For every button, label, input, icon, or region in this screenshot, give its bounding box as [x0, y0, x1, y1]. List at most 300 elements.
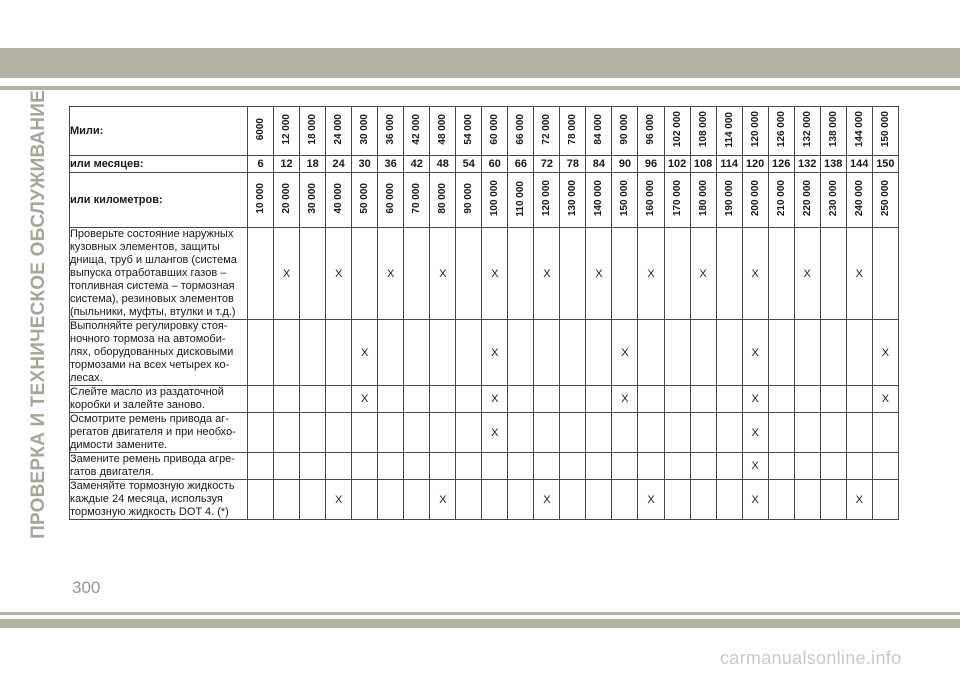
schedule-cell: [352, 413, 378, 453]
schedule-cell: [560, 228, 586, 320]
miles-value: 24 000: [333, 114, 345, 145]
schedule-cell: [638, 386, 664, 413]
months-cell: 144: [846, 156, 872, 173]
months-cell: 114: [716, 156, 742, 173]
miles-cell: [430, 107, 456, 156]
schedule-cell: [248, 453, 274, 480]
km-cell: [716, 173, 742, 228]
task-description: [70, 320, 248, 386]
schedule-cell: X: [846, 480, 872, 520]
task-description-line: система), резиновых элементов: [70, 293, 234, 305]
miles-value: 120 000: [749, 111, 761, 148]
miles-label: Мили:: [70, 107, 248, 156]
km-value: 50 000: [359, 183, 371, 214]
km-value: 60 000: [385, 183, 397, 214]
schedule-cell: [534, 320, 560, 386]
months-cell: 150: [872, 156, 898, 173]
task-description-line: днища, труб и шлангов (система: [70, 254, 237, 266]
km-value: 170 000: [671, 180, 683, 217]
schedule-cell: [378, 480, 404, 520]
footer-rule: [0, 612, 960, 615]
schedule-cell: X: [534, 480, 560, 520]
schedule-cell: [638, 453, 664, 480]
km-value: 90 000: [463, 183, 475, 214]
schedule-cell: [716, 386, 742, 413]
schedule-cell: [300, 480, 326, 520]
schedule-cell: [820, 320, 846, 386]
table-row: [70, 413, 899, 453]
schedule-cell: [690, 453, 716, 480]
schedule-cell: [560, 453, 586, 480]
watermark: carmanualsonline.info: [720, 648, 902, 668]
schedule-cell: [560, 413, 586, 453]
miles-cell: [742, 107, 768, 156]
schedule-cell: X: [872, 320, 898, 386]
km-cell: [586, 173, 612, 228]
miles-cell: [404, 107, 430, 156]
months-cell: 120: [742, 156, 768, 173]
schedule-cell: X: [612, 320, 638, 386]
schedule-cell: [300, 453, 326, 480]
miles-value: 18 000: [307, 114, 319, 145]
schedule-cell: [768, 480, 794, 520]
schedule-cell: [638, 320, 664, 386]
schedule-cell: [664, 228, 690, 320]
km-value: 20 000: [281, 183, 293, 214]
schedule-cell: X: [378, 228, 404, 320]
schedule-cell: [430, 453, 456, 480]
miles-cell: [768, 107, 794, 156]
miles-value: 12 000: [281, 114, 293, 145]
task-description-line: лесах.: [70, 372, 103, 384]
schedule-cell: [664, 320, 690, 386]
miles-cell: [586, 107, 612, 156]
miles-cell: [378, 107, 404, 156]
schedule-cell: [274, 413, 300, 453]
schedule-cell: X: [846, 228, 872, 320]
km-cell: [820, 173, 846, 228]
schedule-cell: X: [326, 480, 352, 520]
schedule-cell: X: [742, 480, 768, 520]
km-value: 70 000: [411, 183, 423, 214]
miles-cell: [352, 107, 378, 156]
schedule-cell: [274, 453, 300, 480]
schedule-cell: [690, 386, 716, 413]
schedule-cell: [248, 386, 274, 413]
schedule-cell: [768, 320, 794, 386]
schedule-cell: [326, 386, 352, 413]
schedule-cell: X: [638, 228, 664, 320]
miles-cell: [794, 107, 820, 156]
miles-cell: [560, 107, 586, 156]
km-header-row: [70, 173, 899, 228]
schedule-cell: [690, 480, 716, 520]
table-row: [70, 453, 899, 480]
task-description-line: Осмотрите ремень привода аг-: [70, 413, 229, 425]
months-cell: 72: [534, 156, 560, 173]
km-cell: [638, 173, 664, 228]
km-value: 120 000: [541, 180, 553, 217]
schedule-cell: [456, 386, 482, 413]
task-description-line: выпуска отработавших газов –: [70, 267, 227, 279]
schedule-cell: [404, 320, 430, 386]
miles-value: 36 000: [385, 114, 397, 145]
miles-cell: [248, 107, 274, 156]
task-description-line: регатов двигателя и при необхо-: [70, 426, 236, 438]
schedule-cell: [456, 453, 482, 480]
miles-cell: [482, 107, 508, 156]
task-description-line: тормозами на всех четырех ко-: [70, 359, 230, 371]
schedule-cell: X: [742, 413, 768, 453]
miles-value: 42 000: [411, 114, 423, 145]
schedule-cell: [534, 453, 560, 480]
miles-cell: [274, 107, 300, 156]
miles-cell: [716, 107, 742, 156]
schedule-cell: [430, 413, 456, 453]
miles-cell: [872, 107, 898, 156]
schedule-cell: X: [794, 228, 820, 320]
schedule-cell: [768, 228, 794, 320]
task-description-line: кузовных элементов, защиты: [70, 241, 220, 253]
schedule-cell: X: [352, 320, 378, 386]
task-description: [70, 228, 248, 320]
km-cell: [274, 173, 300, 228]
km-cell: [768, 173, 794, 228]
months-cell: 6: [248, 156, 274, 173]
miles-value: 60 000: [489, 114, 501, 145]
section-title-text: ПРОВЕРКА И ТЕХНИЧЕСКОЕ ОБСЛУЖИВАНИЕ: [28, 89, 49, 539]
schedule-cell: [872, 480, 898, 520]
schedule-cell: [274, 386, 300, 413]
km-value: 180 000: [697, 180, 709, 217]
schedule-cell: X: [352, 386, 378, 413]
miles-value: 150 000: [879, 111, 891, 148]
schedule-cell: [456, 480, 482, 520]
schedule-cell: [716, 320, 742, 386]
task-description: [70, 413, 248, 453]
schedule-cell: [300, 320, 326, 386]
schedule-cell: [820, 228, 846, 320]
schedule-cell: [846, 453, 872, 480]
km-value: 150 000: [619, 180, 631, 217]
schedule-cell: X: [274, 228, 300, 320]
miles-cell: [612, 107, 638, 156]
miles-cell: [508, 107, 534, 156]
km-cell: [300, 173, 326, 228]
km-cell: [560, 173, 586, 228]
km-cell: [742, 173, 768, 228]
miles-value: 54 000: [463, 114, 475, 145]
km-value: 100 000: [489, 180, 501, 217]
months-cell: 138: [820, 156, 846, 173]
table-row: [70, 386, 899, 413]
schedule-cell: [430, 386, 456, 413]
km-cell: [690, 173, 716, 228]
miles-value: 126 000: [775, 111, 787, 148]
schedule-cell: [508, 480, 534, 520]
schedule-cell: [716, 413, 742, 453]
schedule-cell: [430, 320, 456, 386]
schedule-cell: [846, 386, 872, 413]
km-value: 140 000: [593, 180, 605, 217]
km-cell: [326, 173, 352, 228]
schedule-cell: [820, 386, 846, 413]
task-description-line: топливная система – тормозная: [70, 280, 235, 292]
schedule-cell: [404, 453, 430, 480]
schedule-cell: [716, 228, 742, 320]
task-description-line: (пыльники, муфты, втулки и т.д.): [70, 306, 236, 318]
miles-value: 30 000: [359, 114, 371, 145]
schedule-cell: [820, 413, 846, 453]
schedule-cell: [820, 480, 846, 520]
km-value: 190 000: [723, 180, 735, 217]
miles-value: 96 000: [645, 114, 657, 145]
schedule-cell: [872, 413, 898, 453]
km-cell: [872, 173, 898, 228]
schedule-cell: [664, 453, 690, 480]
schedule-cell: [248, 480, 274, 520]
schedule-cell: X: [586, 228, 612, 320]
schedule-cell: [846, 413, 872, 453]
table-row: [70, 320, 899, 386]
schedule-cell: X: [326, 228, 352, 320]
schedule-cell: [690, 320, 716, 386]
km-value: 80 000: [437, 183, 449, 214]
miles-cell: [846, 107, 872, 156]
schedule-cell: [300, 413, 326, 453]
task-description-line: коробки и залейте заново.: [70, 399, 205, 411]
schedule-cell: [794, 320, 820, 386]
km-value: 240 000: [853, 180, 865, 217]
schedule-cell: [612, 453, 638, 480]
task-description-line: Слейте масло из раздаточной: [70, 386, 224, 398]
task-description-line: Проверьте состояние наружных: [70, 228, 234, 240]
months-cell: 24: [326, 156, 352, 173]
schedule-cell: [352, 453, 378, 480]
header-rule: [0, 86, 960, 90]
task-description-line: димости замените.: [70, 439, 168, 451]
schedule-cell: [664, 413, 690, 453]
schedule-cell: [586, 453, 612, 480]
miles-value: 144 000: [853, 111, 865, 148]
km-value: 230 000: [827, 180, 839, 217]
miles-value: 6000: [255, 118, 267, 141]
task-description-line: тормозную жидкость DOT 4. (*): [70, 506, 229, 518]
miles-cell: [690, 107, 716, 156]
miles-header-row: [70, 107, 899, 156]
miles-cell: [534, 107, 560, 156]
schedule-cell: [326, 413, 352, 453]
schedule-cell: [248, 320, 274, 386]
months-cell: 84: [586, 156, 612, 173]
miles-value: 66 000: [515, 114, 527, 145]
schedule-cell: X: [534, 228, 560, 320]
km-cell: [404, 173, 430, 228]
miles-value: 84 000: [593, 114, 605, 145]
miles-cell: [326, 107, 352, 156]
schedule-cell: [794, 413, 820, 453]
schedule-cell: X: [430, 228, 456, 320]
km-cell: [612, 173, 638, 228]
schedule-cell: [300, 228, 326, 320]
schedule-cell: X: [742, 320, 768, 386]
schedule-cell: [716, 480, 742, 520]
schedule-cell: [352, 228, 378, 320]
schedule-cell: [768, 413, 794, 453]
months-label: или месяцев:: [70, 156, 248, 173]
task-description-line: гатов двигателя.: [70, 466, 154, 478]
task-description-line: лях, оборудованных дисковыми: [70, 346, 234, 358]
schedule-cell: [378, 386, 404, 413]
km-value: 210 000: [775, 180, 787, 217]
maintenance-schedule-table: [69, 106, 899, 520]
schedule-cell: [794, 386, 820, 413]
page-number: 300: [72, 578, 101, 597]
schedule-cell: X: [482, 228, 508, 320]
miles-value: 72 000: [541, 114, 553, 145]
schedule-cell: [664, 386, 690, 413]
task-description-line: каждые 24 месяца, используя: [70, 493, 223, 505]
schedule-cell: [456, 228, 482, 320]
schedule-cell: X: [742, 386, 768, 413]
km-cell: [248, 173, 274, 228]
schedule-cell: X: [482, 413, 508, 453]
schedule-cell: [508, 320, 534, 386]
schedule-cell: [508, 386, 534, 413]
task-description-line: Заменяйте тормозную жидкость: [70, 480, 235, 492]
months-cell: 108: [690, 156, 716, 173]
km-cell: [352, 173, 378, 228]
km-value: 220 000: [801, 180, 813, 217]
months-cell: 30: [352, 156, 378, 173]
km-cell: [456, 173, 482, 228]
schedule-cell: [586, 480, 612, 520]
months-cell: 42: [404, 156, 430, 173]
schedule-cell: X: [872, 386, 898, 413]
schedule-cell: [248, 413, 274, 453]
km-value: 10 000: [255, 183, 267, 214]
schedule-cell: [690, 413, 716, 453]
schedule-cell: X: [638, 480, 664, 520]
task-description: [70, 453, 248, 480]
schedule-cell: X: [430, 480, 456, 520]
miles-cell: [300, 107, 326, 156]
schedule-cell: [378, 320, 404, 386]
miles-cell: [638, 107, 664, 156]
miles-cell: [664, 107, 690, 156]
schedule-cell: [248, 228, 274, 320]
schedule-cell: [872, 228, 898, 320]
table-row: [70, 480, 899, 520]
km-label: или километров:: [70, 173, 248, 228]
months-cell: 132: [794, 156, 820, 173]
schedule-cell: X: [612, 386, 638, 413]
miles-value: 78 000: [567, 114, 579, 145]
schedule-cell: [404, 386, 430, 413]
schedule-cell: [508, 453, 534, 480]
schedule-cell: [534, 386, 560, 413]
task-description-line: Выполняйте регулировку стоя-: [70, 320, 228, 332]
schedule-cell: [794, 453, 820, 480]
schedule-cell: [274, 320, 300, 386]
schedule-cell: [612, 413, 638, 453]
schedule-cell: [586, 413, 612, 453]
schedule-cell: [612, 228, 638, 320]
table-row: [70, 228, 899, 320]
months-cell: 54: [456, 156, 482, 173]
schedule-cell: [404, 228, 430, 320]
schedule-cell: [664, 480, 690, 520]
miles-value: 108 000: [697, 111, 709, 148]
schedule-cell: [612, 480, 638, 520]
km-value: 110 000: [515, 180, 527, 217]
miles-value: 138 000: [827, 111, 839, 148]
header-band: [0, 48, 960, 78]
schedule-cell: [404, 413, 430, 453]
km-cell: [794, 173, 820, 228]
miles-value: 132 000: [801, 111, 813, 148]
months-cell: 96: [638, 156, 664, 173]
schedule-cell: [768, 453, 794, 480]
miles-value: 90 000: [619, 114, 631, 145]
schedule-cell: [534, 413, 560, 453]
km-cell: [378, 173, 404, 228]
schedule-cell: [508, 228, 534, 320]
km-value: 130 000: [567, 180, 579, 217]
months-cell: 90: [612, 156, 638, 173]
schedule-cell: X: [482, 386, 508, 413]
schedule-cell: X: [482, 320, 508, 386]
km-cell: [846, 173, 872, 228]
months-cell: 18: [300, 156, 326, 173]
miles-cell: [456, 107, 482, 156]
schedule-cell: [378, 453, 404, 480]
task-description: [70, 480, 248, 520]
months-cell: 66: [508, 156, 534, 173]
schedule-cell: [716, 453, 742, 480]
schedule-cell: [456, 413, 482, 453]
miles-value: 114 000: [723, 111, 735, 148]
months-cell: 78: [560, 156, 586, 173]
schedule-cell: X: [742, 453, 768, 480]
schedule-cell: [456, 320, 482, 386]
km-value: 40 000: [333, 183, 345, 214]
miles-value: 48 000: [437, 114, 449, 145]
schedule-cell: [508, 413, 534, 453]
schedule-cell: [638, 413, 664, 453]
footer-band: [0, 619, 960, 628]
schedule-cell: X: [742, 228, 768, 320]
km-cell: [430, 173, 456, 228]
schedule-cell: [326, 320, 352, 386]
km-cell: [664, 173, 690, 228]
schedule-cell: [274, 480, 300, 520]
schedule-cell: [820, 453, 846, 480]
km-cell: [482, 173, 508, 228]
km-value: 250 000: [879, 180, 891, 217]
km-value: 160 000: [645, 180, 657, 217]
schedule-cell: [794, 480, 820, 520]
schedule-cell: [586, 320, 612, 386]
task-description-line: ночного тормоза на автомоби-: [70, 333, 226, 345]
section-title: [24, 89, 54, 539]
schedule-cell: [560, 320, 586, 386]
schedule-cell: [326, 453, 352, 480]
schedule-cell: [482, 480, 508, 520]
months-cell: 60: [482, 156, 508, 173]
km-value: 30 000: [307, 183, 319, 214]
schedule-cell: [846, 320, 872, 386]
